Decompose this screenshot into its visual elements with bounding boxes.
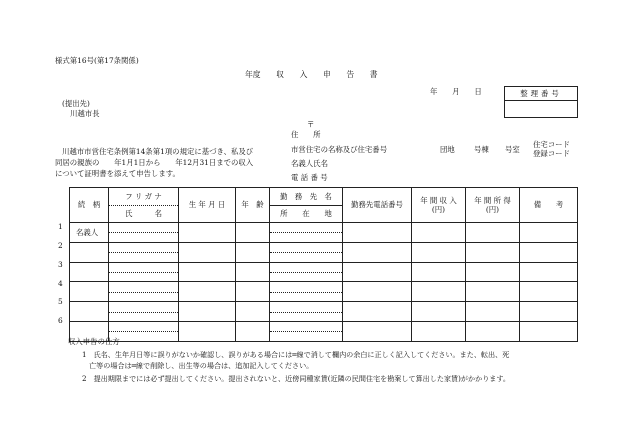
header-annual-earnings (466, 188, 520, 223)
annual-earnings-cell[interactable] (466, 242, 520, 262)
row-number: 1 (58, 222, 63, 231)
row-number: 6 (58, 316, 63, 325)
annual-income-cell[interactable] (412, 302, 466, 322)
age-cell[interactable] (236, 282, 270, 302)
header-furigana: フ リ ガ ナ (109, 188, 178, 206)
header-remarks: 備 考 (520, 188, 578, 223)
instruction-line: 亡等の場合は═線で削除し、出生等の場合は、追加記入してください。 (82, 361, 314, 370)
workplace-phone-cell[interactable] (343, 262, 412, 282)
table-row (70, 262, 578, 282)
row-number: 3 (58, 260, 63, 269)
workplace-cell[interactable] (270, 302, 343, 322)
remarks-cell[interactable] (520, 262, 578, 282)
name-cell[interactable] (109, 262, 179, 282)
header-workplace-address: 所 在 地 (280, 208, 332, 218)
workplace-cell[interactable] (270, 321, 343, 341)
header-birth-date: 生 年 月 日 (179, 188, 236, 223)
housing-building-label: 号棟 (474, 145, 489, 154)
workplace-phone-cell[interactable] (343, 282, 412, 302)
instruction-line: 2 提出期限までには必ず提出してください。提出されないと、近傍同種家賃(近隣の民間住宅を勘案して算出した家賃)がかかります。 (82, 374, 511, 383)
relation-cell[interactable]: 名義人 (70, 223, 109, 243)
name-cell[interactable] (109, 223, 179, 243)
table-row (70, 321, 578, 341)
address-label: 住 所 (291, 130, 321, 139)
reference-number-box[interactable] (504, 86, 578, 118)
birth-date-cell[interactable] (179, 262, 236, 282)
row-number: 4 (58, 279, 63, 288)
name-cell[interactable] (109, 242, 179, 262)
annual-income-cell[interactable] (412, 242, 466, 262)
annual-income-cell[interactable] (412, 321, 466, 341)
relation-cell[interactable] (70, 282, 109, 302)
birth-date-cell[interactable] (179, 242, 236, 262)
declaration-line-2: 同居の親族の 年1月1日から 年12月31日までの収入 (55, 158, 254, 167)
table-row (70, 223, 578, 243)
header-age: 年 齢 (236, 188, 270, 223)
annual-earnings-cell[interactable] (466, 223, 520, 243)
annual-earnings-cell[interactable] (466, 302, 520, 322)
age-cell[interactable] (236, 262, 270, 282)
declaration-line-3: について証明書を添えて申告します。 (55, 169, 180, 178)
header-annual-income (412, 188, 466, 223)
header-relation: 続 柄 (70, 188, 109, 223)
housing-room-label: 号室 (505, 145, 520, 154)
declaration-line-1: 川越市市営住宅条例第14条第1項の規定に基づき、私及び (62, 147, 254, 156)
housing-estate-label: 団地 (440, 145, 455, 154)
age-cell[interactable] (236, 242, 270, 262)
holder-name-label: 名義人氏名 (291, 159, 328, 168)
row-number: 5 (58, 297, 63, 306)
housing-code-label: 住宅コード (533, 140, 570, 149)
remarks-cell[interactable] (520, 223, 578, 243)
header-annual-earnings-unit: (円) (485, 205, 500, 214)
workplace-cell[interactable] (270, 223, 343, 243)
workplace-cell[interactable] (270, 282, 343, 302)
table-row (70, 302, 578, 322)
relation-cell[interactable] (70, 262, 109, 282)
header-workplace-name: 勤 務 先 名 (270, 188, 342, 206)
header-workplace (270, 188, 343, 223)
submit-to-label: (提出先) (62, 99, 90, 108)
remarks-cell[interactable] (520, 242, 578, 262)
birth-date-cell[interactable] (179, 282, 236, 302)
workplace-phone-cell[interactable] (343, 242, 412, 262)
age-cell[interactable] (236, 223, 270, 243)
birth-date-cell[interactable] (179, 321, 236, 341)
table-row (70, 242, 578, 262)
table-row (70, 282, 578, 302)
age-cell[interactable] (236, 321, 270, 341)
annual-income-cell[interactable] (412, 262, 466, 282)
workplace-phone-cell[interactable] (343, 302, 412, 322)
remarks-cell[interactable] (520, 302, 578, 322)
page-title: 年度 収 入 申 告 書 (245, 70, 378, 79)
header-workplace-phone: 勤務先電話番号 (343, 188, 412, 223)
birth-date-cell[interactable] (179, 302, 236, 322)
submit-to-name: 川越市長 (70, 109, 100, 118)
workplace-phone-cell[interactable] (343, 321, 412, 341)
form-number: 様式第16号(第17条関係) (55, 56, 139, 65)
registration-code-label: 登録コード (533, 149, 570, 158)
birth-date-cell[interactable] (179, 223, 236, 243)
header-annual-income-unit: (円) (431, 205, 446, 214)
header-full-name: 氏 名 (125, 208, 162, 218)
row-number: 2 (58, 241, 63, 250)
name-cell[interactable] (109, 302, 179, 322)
household-income-table (69, 187, 578, 342)
annual-income-cell[interactable] (412, 282, 466, 302)
annual-earnings-cell[interactable] (466, 262, 520, 282)
date-field[interactable]: 年 月 日 (430, 87, 482, 96)
header-annual-income-label: 年 間 収 入 (420, 195, 457, 205)
annual-earnings-cell[interactable] (466, 321, 520, 341)
remarks-cell[interactable] (520, 321, 578, 341)
relation-cell[interactable] (70, 242, 109, 262)
workplace-cell[interactable] (270, 262, 343, 282)
postal-mark: 〒 (307, 120, 315, 129)
phone-label: 電 話 番 号 (291, 173, 328, 182)
workplace-phone-cell[interactable] (343, 223, 412, 243)
remarks-cell[interactable] (520, 282, 578, 302)
relation-cell[interactable] (70, 302, 109, 322)
housing-name-label: 市営住宅の名称及び住宅番号 (291, 145, 388, 154)
age-cell[interactable] (236, 302, 270, 322)
annual-income-cell[interactable] (412, 223, 466, 243)
reference-number-label: 整理番号 (505, 87, 577, 101)
header-name (109, 188, 179, 223)
name-cell[interactable] (109, 282, 179, 302)
workplace-cell[interactable] (270, 242, 343, 262)
instructions-heading: 収入申告の仕方 (68, 337, 120, 346)
instruction-line: 1 氏名、生年月日等に誤りがないか確認し、誤りがある場合には═線で消して欄内の余白に正しく記入してください。また、転出、死 (82, 350, 510, 359)
annual-earnings-cell[interactable] (466, 282, 520, 302)
header-annual-earnings-label: 年 間 所 得 (474, 195, 511, 205)
